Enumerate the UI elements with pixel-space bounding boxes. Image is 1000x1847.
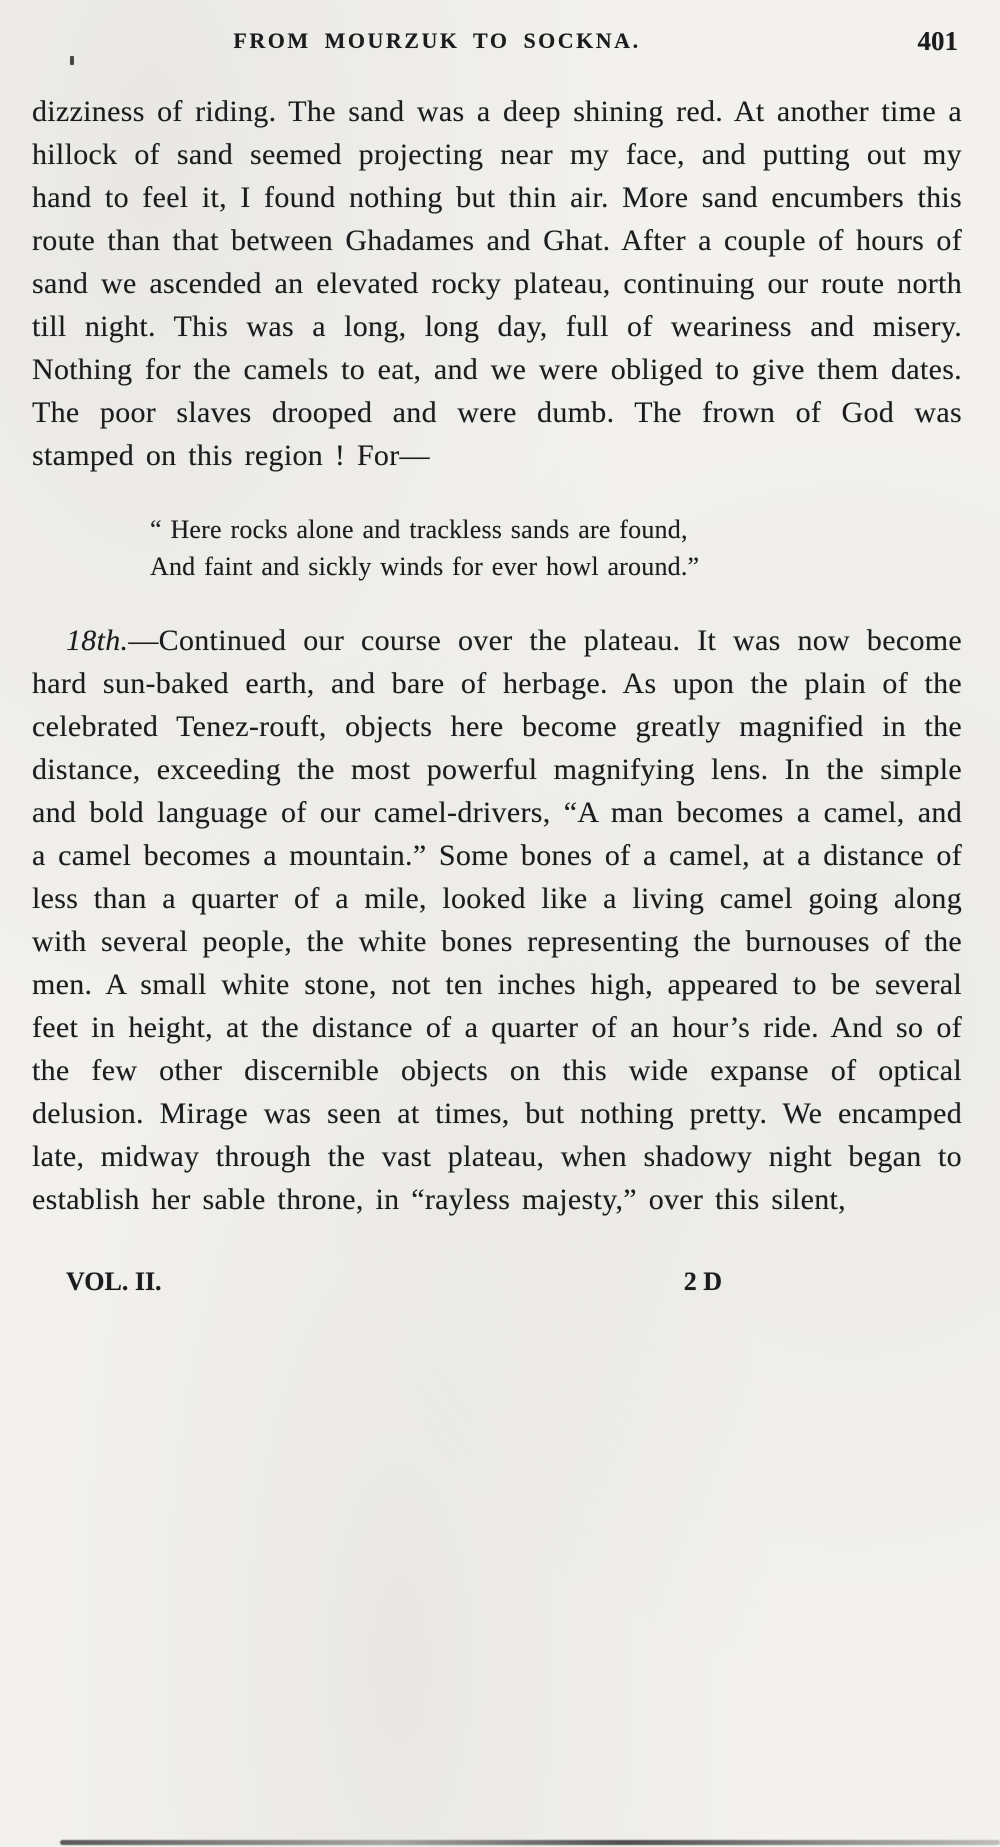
paragraph-continuation: dizziness of riding. The sand was a deep shining red. At another time a hillock of sand seemed projecting near my face, and putting out my hand to feel it, I found nothing but thin air. More sand encumbers this route than that between Ghadames and Ghat. After a couple of hours of sand we ascended an elevated rocky plateau, continuing our route north till night. This was a long, long day, full of weariness and misery. Nothing for the camels to eat, and we were obliged to give them dates. The poor slaves drooped and were dumb. The frown of God was stamped on this region ! For—	[32, 95, 962, 472]
verse-line: And faint and sickly winds for ever howl around.”	[150, 552, 700, 581]
paragraph-journal-entry	[32, 619, 962, 1221]
running-title: FROM MOURZUK TO SOCKNA.	[233, 28, 641, 53]
paragraph-text: —Continued our course over the plateau. It was now become hard sun-baked earth, and bare of herbage. As upon the plain of the celebrated Tenez-rouft, objects here become greatly magnified in the distance, exceeding the most powerful magnifying lens. In the simple and bold language of our camel-drivers, “A man becomes a camel, and a camel becomes a mountain.” Some bones of a camel, at a distance of less than a quarter of a mile, looked like a living camel going along with several people, the white bones representing the burnouses of the men. A small white stone, not ten inches high, appeared to be several feet in height, at the distance of a quarter of an hour’s ride. And so of the few other discernible objects on this wide expanse of optical delusion. Mirage was seen at times, but nothing pretty. We encamped late, midway through the vast plateau, when shadowy night began to establish her sable throne, in “rayless majesty,” over this silent,	[32, 624, 962, 1216]
verse-quote	[150, 511, 962, 585]
page-body	[32, 90, 962, 1221]
page-number: 401	[917, 26, 958, 56]
journal-date: 18th.	[66, 624, 129, 657]
page-header	[32, 18, 962, 64]
volume-label: VOL. II.	[66, 1267, 162, 1296]
scan-edge-artifact	[60, 1840, 1000, 1845]
signature-mark: 2 D	[683, 1267, 722, 1296]
verse-line: “ Here rocks alone and trackless sands are found,	[150, 515, 688, 544]
page-footer	[32, 1267, 962, 1297]
